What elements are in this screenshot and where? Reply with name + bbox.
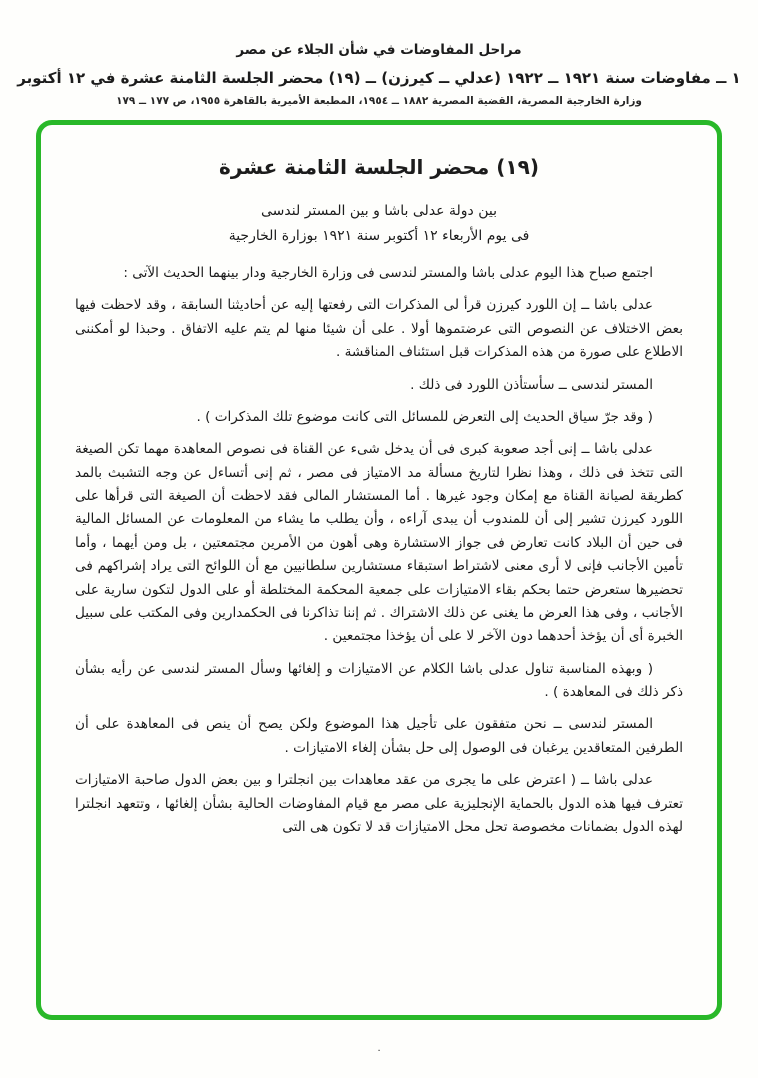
- paragraph-lindsay-1: المستر لندسى ــ سأستأذن اللورد فى ذلك .: [410, 376, 653, 393]
- paragraph-parenthetical-1: ( وقد جرّ سياق الحديث إلى التعرض للمسائل التى كانت موضوع تلك المذكرات ) .: [196, 408, 653, 425]
- paragraph-adly-2: عدلى باشا ــ إنى أجد صعوبة كبرى فى أن يدخل شىء عن القناة فى نصوص المعاهدة مهما تكن الصيغة التى تتخذ فى ذلك ، وهذا نظرا لتاريخ مسألة مد الامتياز فى مصر ، ثم إنى أتساءل عن وجه التشبث بالمد كطريقة لصيانة القناة مع إمكان وجود غيرها . أما المستشار المالى فقد لاحظت أن الصيغة التى قرأها على اللورد كيرزن تشير إلى أن للمندوب أن يبدى آراءه ، وأن يطلب ما يشاء من المعلومات عن المسائل المالية فى حين أن البلاد كانت تعارض فى جواز الاستشارة وهى أهون من الأمرين مجتمعتين ، بل ومن أيهما ، وأما تأمين الأجانب فإنى لا أرى معنى لاشتراط استبقاء مستشارين سلطانيين مع أن اللوائح التى يراد إشراكهم فى تحضيرها ستعرض حتما بحكم بقاء الامتيازات على جمعية المحكمة المختلطة أو على الدول لتكون سارية على الأجانب ، وفى هذا العرض ما يغنى عن ذلك الاشتراك . ثم إننا تذاكرنا فى الحكمدارين وفى المكتب على سبيل الخبرة أى أن يؤخذ أحدهما دون الآخر لا على أن يؤخذا مجتمعين .: [75, 441, 683, 645]
- header-title: مراحل المفاوضات في شأن الجلاء عن مصر: [236, 42, 522, 58]
- session-title: (١٩) محضر الجلسة الثامنة عشرة: [219, 155, 539, 179]
- paragraph-parenthetical-2: ( وبهذه المناسبة تناول عدلى باشا الكلام عن الامتيازات و إلغائها وسأل المستر لندسى عن رأيه بشأن ذكر ذلك فى المعاهدة ) .: [75, 660, 683, 700]
- session-parties: بين دولة عدلى باشا و بين المستر لندسى: [261, 203, 497, 219]
- paragraph-lindsay-2: المستر لندسى ــ نحن متفقون على تأجيل هذا الموضوع ولكن يصح أن ينص فى المعاهدة على أن الطرفين المتعاقدين يرغبان فى الوصول إلى حل بشأن إلغاء الامتيازات .: [75, 716, 683, 756]
- highlight-frame: [36, 120, 722, 1020]
- header-source-citation: وزارة الخارجية المصرية، القضية المصرية ١٨٨٢ ــ ١٩٥٤، المطبعة الأميرية بالقاهرة ١٩٥٥، ص ١٧٧ ــ ١٧٩: [116, 95, 642, 107]
- document-header: [0, 0, 758, 107]
- document-body: [75, 262, 683, 839]
- paragraph-adly-3: عدلى باشا ــ ( اعترض على ما يجرى من عقد معاهدات بين انجلترا و بين بعض الدول صاحبة الامتيازات تعترف فيها هذه الدول بالحماية الإنجليزية على مصر مع قيام المفاوضات الحالية بشأن إلغائها ، وتتعهد انجلترا لهذه الدول بضمانات مخصوصة تحل محل الامتيازات قد لا تكون هى التى: [75, 772, 683, 835]
- session-date-location: فى يوم الأربعاء ١٢ أكتوبر سنة ١٩٢١ بوزارة الخارجية: [228, 228, 530, 244]
- page-footer-mark: ٠: [376, 1045, 382, 1056]
- paragraph-adly-1: عدلى باشا ــ إن اللورد كيرزن قرأ لى المذكرات التى رفعتها إليه عن أحاديثنا السابقة ، وقد لاحظت فيها بعض الاختلاف عن النصوص التى عرضتموها أولا . على أن شيئا منها لم يتم عليه الاتفاق . وحبذا لو أمكننى الاطلاع على صورة من هذه المذكرات قبل استئناف المناقشة .: [75, 297, 683, 361]
- paragraph-intro: اجتمع صباح هذا اليوم عدلى باشا والمستر لندسى فى وزارة الخارجية ودار بينهما الحديث الآتى :: [123, 265, 653, 281]
- header-session-line: ١ ــ مفاوضات سنة ١٩٢١ ــ ١٩٢٢ (عدلي ــ كيرزن) ــ (١٩) محضر الجلسة الثامنة عشرة في ١٢ أكتوبر: [17, 69, 741, 87]
